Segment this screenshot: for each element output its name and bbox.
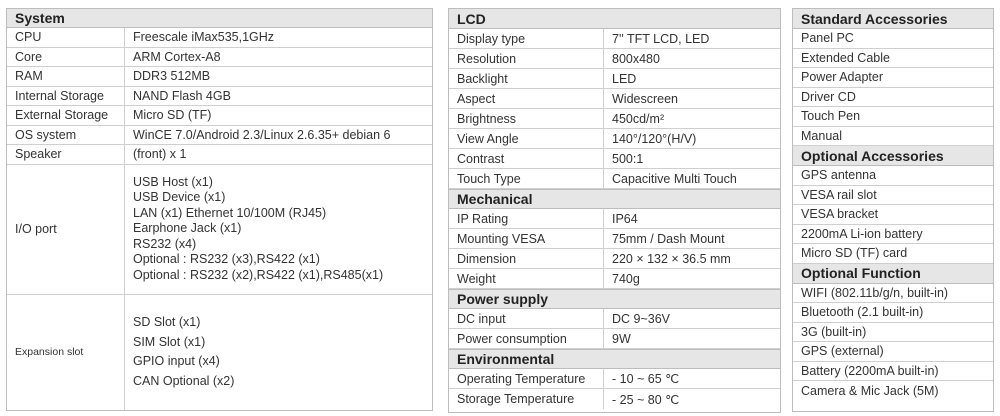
list-item: Power Adapter: [793, 68, 993, 88]
spec-value: WinCE 7.0/Android 2.3/Linux 2.6.35+ debian 6: [133, 127, 391, 142]
spec-value: 9W: [612, 331, 631, 346]
lcd-header: LCD: [449, 9, 780, 29]
io-item: RS232 (x4): [133, 236, 197, 251]
optional-function-header: Optional Function: [793, 264, 993, 284]
list-item: WIFI (802.11b/g/n, built-in): [793, 284, 993, 304]
list-item: Micro SD (TF) card: [793, 244, 993, 264]
spec-row: [449, 29, 780, 49]
spec-value: NAND Flash 4GB: [133, 88, 231, 103]
expansion-item: CAN Optional (x2): [133, 373, 235, 388]
spec-key: IP Rating: [449, 209, 604, 228]
spec-key: Weight: [449, 269, 604, 288]
spec-row: [449, 109, 780, 129]
io-port-row: [7, 165, 432, 295]
spec-row: [7, 145, 432, 165]
list-item: Touch Pen: [793, 107, 993, 127]
spec-key: Dimension: [449, 249, 604, 268]
spec-value: DC 9~36V: [612, 311, 671, 326]
spec-row: [449, 309, 780, 329]
spec-key: Storage Temperature: [449, 389, 604, 409]
spec-row: [7, 106, 432, 126]
list-item: Extended Cable: [793, 49, 993, 69]
list-item: Driver CD: [793, 88, 993, 108]
spec-row: [449, 89, 780, 109]
io-item: USB Host (x1): [133, 174, 213, 189]
spec-row: [7, 126, 432, 146]
spec-value: LED: [612, 71, 637, 86]
spec-row: [449, 209, 780, 229]
spec-key: Internal Storage: [7, 87, 125, 106]
expansion-item: GPIO input (x4): [133, 354, 220, 368]
spec-value: Micro SD (TF): [133, 108, 212, 123]
spec-key: Contrast: [449, 149, 604, 168]
environmental-header: Environmental: [449, 349, 780, 369]
expansion-slot-list: [125, 295, 432, 410]
spec-key: DC input: [449, 309, 604, 328]
spec-key: Speaker: [7, 145, 125, 164]
spec-key: View Angle: [449, 129, 604, 148]
io-item: Optional : RS232 (x3),RS422 (x1): [133, 252, 320, 267]
io-item: LAN (x1) Ethernet 10/100M (RJ45): [133, 205, 327, 220]
spec-value: 450cd/m²: [612, 111, 665, 126]
spec-key: External Storage: [7, 106, 125, 125]
spec-value: - 10 ~ 65 ℃: [612, 372, 680, 386]
spec-row: [449, 229, 780, 249]
spec-value: ARM Cortex-A8: [133, 49, 221, 64]
system-spec-table: [6, 8, 433, 411]
spec-row: [449, 69, 780, 89]
accessories-table: [792, 8, 994, 412]
expansion-slot-row: [7, 295, 432, 410]
spec-key: Backlight: [449, 69, 604, 88]
spec-key: Operating Temperature: [449, 369, 604, 388]
spec-value: DDR3 512MB: [133, 69, 211, 84]
spec-key: CPU: [7, 28, 125, 47]
spec-value: Capacitive Multi Touch: [612, 171, 737, 186]
spec-value: 75mm / Dash Mount: [612, 231, 725, 246]
spec-row: [7, 48, 432, 68]
spec-value: Freescale iMax535,1GHz: [133, 30, 275, 45]
spec-row: [449, 169, 780, 189]
list-item: VESA rail slot: [793, 186, 993, 206]
spec-key: RAM: [7, 67, 125, 86]
spec-row: [449, 129, 780, 149]
spec-value: 140°/120°(H/V): [612, 131, 697, 146]
spec-row: [449, 369, 780, 389]
spec-value: IP64: [612, 211, 638, 226]
display-spec-table: [448, 8, 781, 413]
mechanical-header: Mechanical: [449, 189, 780, 209]
spec-key: Core: [7, 48, 125, 67]
spec-row: [449, 49, 780, 69]
spec-row: [7, 67, 432, 87]
io-item: Optional : RS232 (x2),RS422 (x1),RS485(x1): [133, 267, 384, 282]
spec-key: Power consumption: [449, 329, 604, 348]
spec-key: Touch Type: [449, 169, 604, 188]
spec-row: [449, 149, 780, 169]
spec-key: Resolution: [449, 49, 604, 68]
list-item: Camera & Mic Jack (5M): [801, 383, 939, 398]
spec-value: (front) x 1: [133, 147, 187, 162]
spec-key: Expansion slot: [7, 295, 125, 410]
expansion-item: SD Slot (x1): [133, 315, 201, 329]
list-item: 3G (built-in): [793, 323, 993, 343]
spec-value: 7'' TFT LCD, LED: [612, 31, 710, 46]
list-item: Manual: [793, 127, 993, 147]
spec-value: - 25 ~ 80 ℃: [612, 392, 680, 407]
list-item: 2200mA Li-ion battery: [793, 225, 993, 245]
list-item: GPS antenna: [793, 166, 993, 186]
spec-value: 800x480: [612, 51, 660, 66]
power-header: Power supply: [449, 289, 780, 309]
spec-row: [449, 249, 780, 269]
list-item: Panel PC: [793, 29, 993, 49]
spec-row: [7, 87, 432, 107]
system-header: System: [7, 9, 432, 28]
spec-key: Display type: [449, 29, 604, 48]
spec-row: [449, 269, 780, 289]
expansion-item: SIM Slot (x1): [133, 334, 206, 349]
spec-key: Aspect: [449, 89, 604, 108]
spec-key: I/O port: [7, 165, 125, 294]
spec-row: [7, 28, 432, 48]
list-item: VESA bracket: [793, 205, 993, 225]
spec-value: 740g: [612, 271, 640, 286]
list-item: Bluetooth (2.1 built-in): [793, 303, 993, 323]
spec-value: 500:1: [612, 151, 644, 166]
list-item: Battery (2200mA built-in): [793, 362, 993, 382]
spec-key: Mounting VESA: [449, 229, 604, 248]
io-item: Earphone Jack (x1): [133, 221, 242, 236]
standard-accessories-header: Standard Accessories: [793, 9, 993, 29]
spec-key: Brightness: [449, 109, 604, 128]
spec-value: Widescreen: [612, 91, 678, 106]
spec-row: [449, 329, 780, 349]
io-port-list: [125, 165, 432, 294]
spec-row: [449, 389, 780, 409]
spec-key: OS system: [7, 126, 125, 145]
io-item: USB Device (x1): [133, 190, 226, 205]
optional-accessories-header: Optional Accessories: [793, 146, 993, 166]
list-item: GPS (external): [793, 342, 993, 362]
spec-value: 220 × 132 × 36.5 mm: [612, 251, 731, 266]
